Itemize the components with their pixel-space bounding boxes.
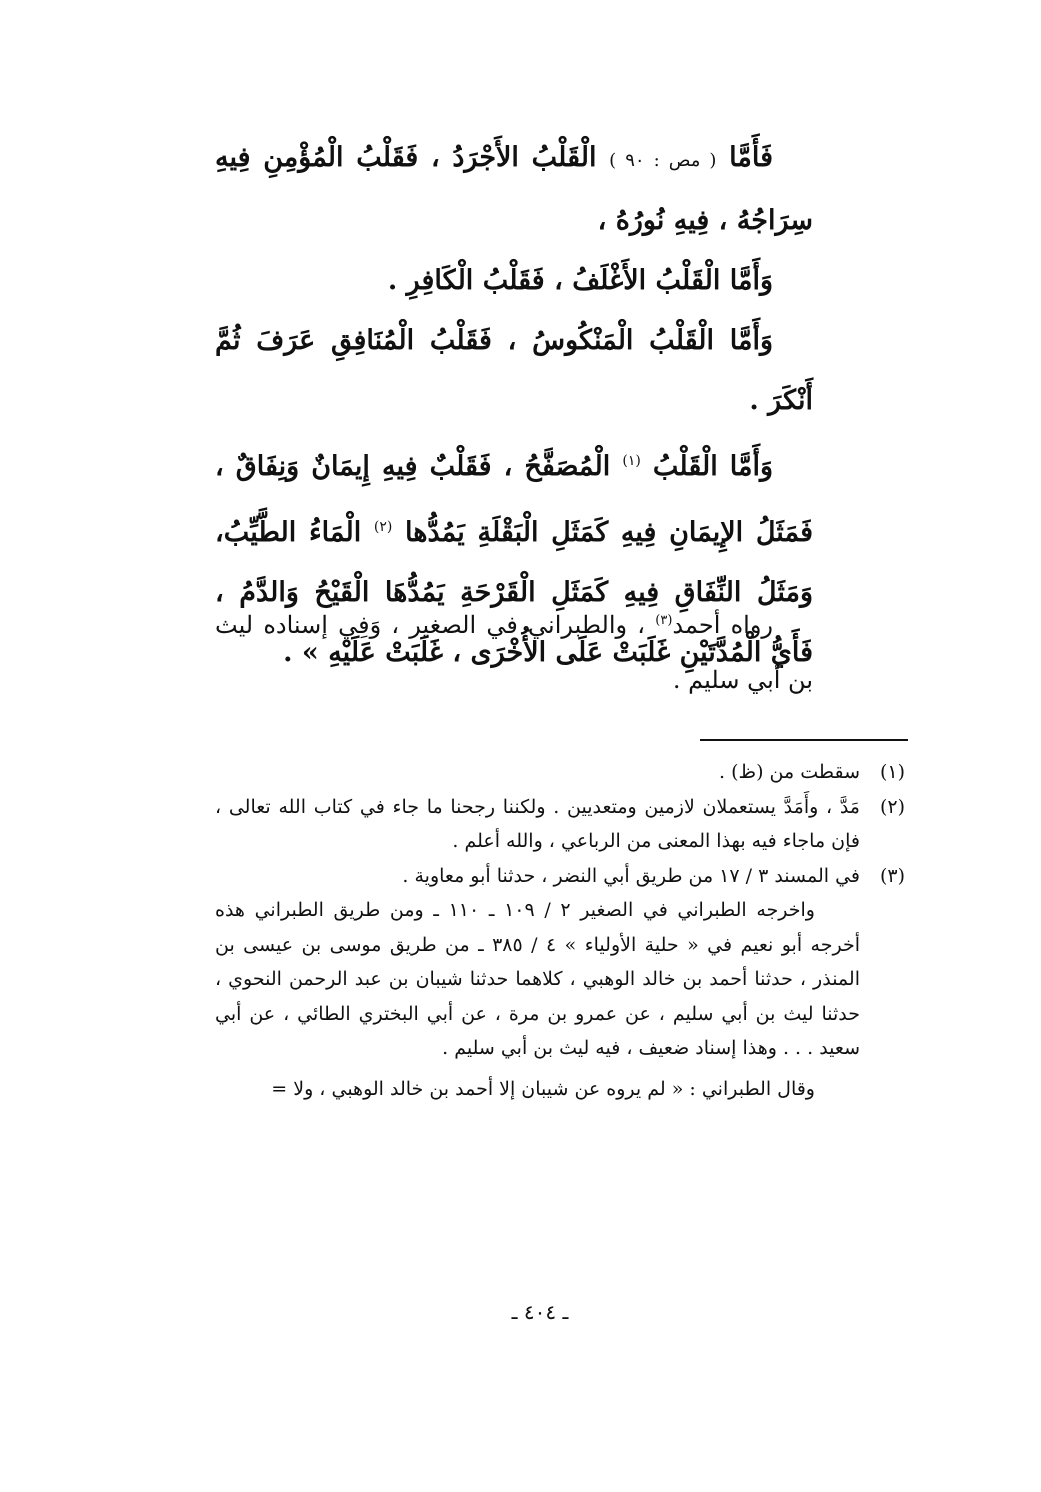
footnote-marker-3: (٣) [655, 613, 673, 628]
footnote-text: في المسند ٣ / ١٧ من طريق أبي النضر ، حدثنا أبو معاوية . [402, 864, 860, 887]
footnote-3-continuation: واخرجه الطبراني في الصغير ٢ / ١٠٩ ـ ١١٠ ـ ومن طريق الطبراني هذه أخرجه أبو نعيم في « حلية الأولياء » ٤ / ٣٨٥ ـ من طريق موسى بن عيسى بن المنذر ، حدثنا أحمد بن خالد الوهبي ، كلاهما حدثنا شيبان بن عبد الرحمن النحوي ، حدثنا ليث بن أبي سليم ، عن عمرو بن مرة ، عن أبي البختري الطائي ، عن أبي سعيد . . . وهذا إسناد ضعيف ، فيه ليث بن أبي سليم . [215, 899, 860, 1059]
footnote-text: سقطت من (ظ) . [719, 761, 860, 783]
para1-rest: الْقَلْبُ الأَجْرَدُ ، فَقَلْبُ الْمُؤْمِنِ فِيهِ سِرَاجُهُ ، فِيهِ نُورُهُ ، [215, 142, 813, 236]
footnote-number: (٢) [879, 795, 905, 818]
footnote-number: (١) [879, 761, 905, 783]
footnote-text: مَدَّ ، وأَمَدَّ يستعملان لازمين ومتعديين . ولكننا رجحنا ما جاء في كتاب الله تعالى ، فإن ماجاء فيه بهذا المعنى من الرباعي ، والله أعلم . [215, 795, 860, 852]
narration-part-a: رواه أحمد [672, 611, 773, 639]
footnote-1 [215, 755, 905, 790]
para1-start: فَأَمَّا [729, 142, 773, 173]
manuscript-reference: ( مص : ٩٠ ) [609, 150, 717, 171]
footnote-divider [700, 739, 908, 741]
narration-paragraph [215, 593, 813, 708]
footnote-number: (٣) [879, 864, 905, 887]
paragraph-1 [215, 128, 813, 251]
para4-part-b: الْمُصَفَّحُ ، فَقَلْبٌ فِيهِ إِيمَانٌ وَنِفَاقٌ ، فَمَثَلُ الإِيمَانِ فِيهِ كَمَثَلِ الْبَقْلَةِ يَمُدُّها [215, 451, 813, 548]
para4-part-a: وَأَمَّا الْقَلْبُ [652, 451, 774, 482]
footnote-marker-2: (٢) [373, 519, 393, 535]
footnote-3-tabarani-quote: وقال الطبراني : « لم يروه عن شيبان إلا أحمد بن خالد الوهبي ، ولا = [271, 1077, 815, 1100]
footnote-3 [215, 859, 905, 894]
page-number: ـ ٤٠٤ ـ [511, 1300, 569, 1324]
narration-part-b: ، والطبراني في الصغير ، وَفِي إسناده ليث بن أبي سليم . [215, 611, 813, 694]
footnote-marker-1: (١) [622, 453, 641, 469]
para4-part-c: الْمَاءُ الطَّيِّبُ، وَمَثَلُ النِّفَاقِ فِيهِ كَمَثَلِ الْقَرْحَةِ يَمُدُّهَا الْقَيْحُ وَالدَّمُ ، فَأَيُّ الْمُدَّتَيْنِ غَلَبَتْ عَلَى الأُخْرَى ، غَلَبَتْ عَلَيْهِ » . [215, 517, 813, 668]
paragraph-3: وَأَمَّا الْقَلْبُ الْمَنْكُوسُ ، فَقَلْبُ الْمُنَافِقِ عَرَفَ ثُمَّ أَنْكَرَ . [215, 325, 813, 416]
footnote-2 [215, 790, 905, 859]
paragraph-2: وَأَمَّا الْقَلْبُ الأَغْلَفُ ، فَقَلْبُ الْكَافِرِ . [387, 265, 773, 296]
footnotes-section [215, 755, 905, 1106]
